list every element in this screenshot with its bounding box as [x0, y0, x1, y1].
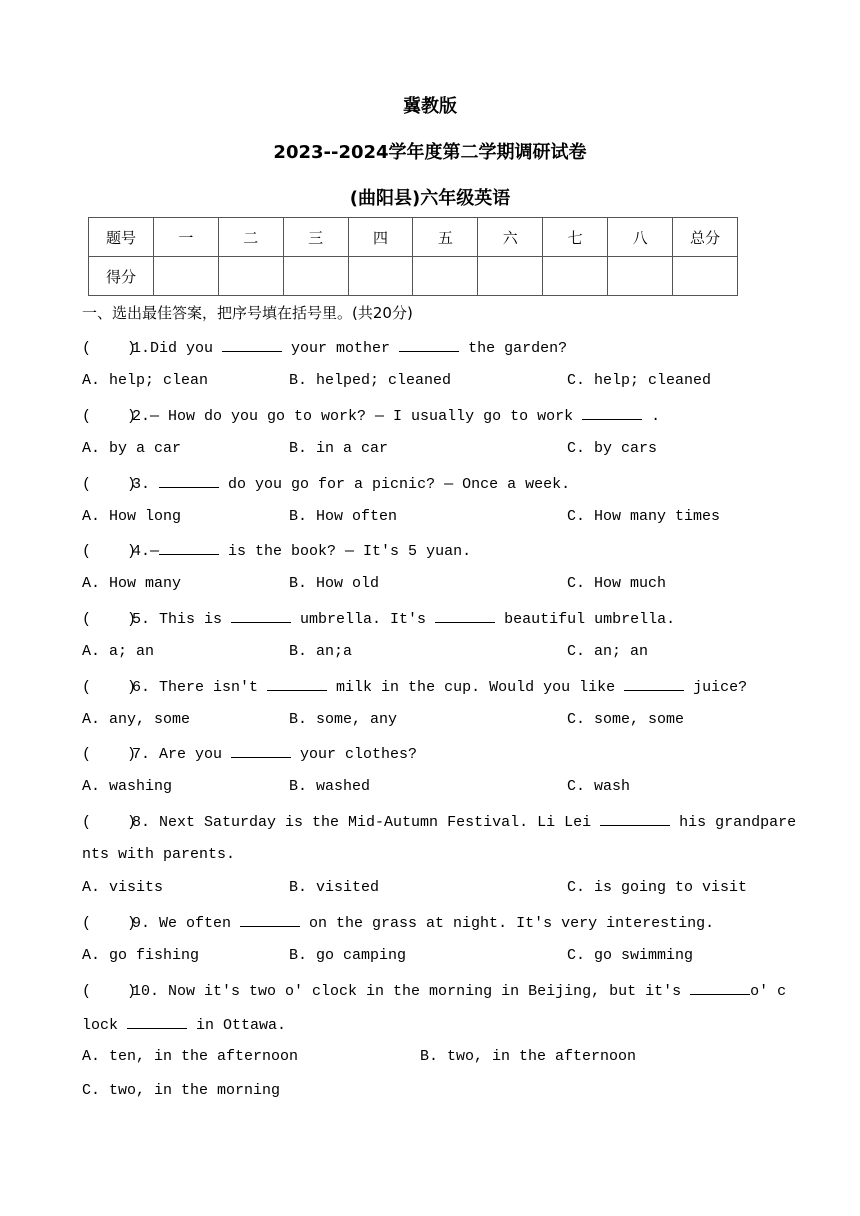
question-9: ( )9. We often on the grass at night. It's very interesting. [82, 912, 714, 934]
option-b: B. in a car [289, 440, 389, 457]
answer-paren: ( ) [82, 746, 137, 763]
option-c: C. go swimming [567, 947, 694, 964]
option-a: A. How long [82, 508, 182, 525]
score-cell [543, 257, 608, 296]
option-a: A. any, some [82, 711, 191, 728]
answer-blank [600, 811, 670, 826]
question-number: 4. [132, 543, 151, 560]
score-header-cell: 六 [478, 218, 543, 257]
answer-blank [267, 676, 327, 691]
question-10-continuation: lock in Ottawa. [82, 1014, 286, 1036]
answer-paren: ( ) [82, 476, 137, 493]
option-a: A. help; clean [82, 372, 209, 389]
question-number: 10. [132, 983, 160, 1000]
question-number: 3. [132, 476, 151, 493]
answer-paren: ( ) [82, 611, 137, 628]
score-header-cell: 八 [608, 218, 673, 257]
option-c: C. by cars [567, 440, 658, 457]
answer-paren: ( ) [82, 679, 137, 696]
header-publisher: 冀教版 [403, 96, 457, 117]
score-table-score-row [89, 257, 738, 296]
answer-paren: ( ) [82, 408, 137, 425]
answer-paren: ( ) [82, 983, 137, 1000]
answer-blank [222, 337, 282, 352]
question-10: ( )10. Now it's two o' clock in the morning in Beijing, but it's o' c [82, 980, 786, 1002]
score-cell [413, 257, 478, 296]
answer-blank [240, 912, 300, 927]
question-1: ( )1.Did you your mother the garden? [82, 337, 567, 359]
answer-blank [231, 743, 291, 758]
exam-title: 2023--2024学年度第二学期调研试卷 [273, 142, 587, 163]
score-header-cell: 题号 [89, 218, 154, 257]
question-6: ( )6. There isn't milk in the cup. Would you like juice? [82, 676, 747, 698]
option-a: A. a; an [82, 643, 155, 660]
question-number: 7. [132, 746, 151, 763]
score-cell [348, 257, 413, 296]
option-c: C. some, some [567, 711, 685, 728]
answer-blank [127, 1014, 187, 1029]
option-b: B. two, in the afternoon [420, 1048, 637, 1065]
score-cell [218, 257, 283, 296]
score-header-cell: 二 [218, 218, 283, 257]
question-number: 5. [132, 611, 151, 628]
score-cell [673, 257, 738, 296]
score-header-cell: 四 [348, 218, 413, 257]
option-c: C. How much [567, 575, 667, 592]
option-b: B. How often [289, 508, 398, 525]
question-7: ( )7. Are you your clothes? [82, 743, 417, 765]
answer-blank [624, 676, 684, 691]
option-b: B. washed [289, 778, 371, 795]
answer-blank [690, 980, 750, 995]
score-table [88, 217, 738, 296]
option-a: A. How many [82, 575, 182, 592]
question-number: 1. [132, 340, 151, 357]
score-table-header-row [89, 218, 738, 257]
question-number: 8. [132, 814, 151, 831]
score-header-cell: 七 [543, 218, 608, 257]
question-8-continuation: nts with parents. [82, 846, 236, 863]
question-4: ( )4.— is the book? — It's 5 yuan. [82, 540, 471, 562]
option-a: A. visits [82, 879, 164, 896]
option-c: C. is going to visit [567, 879, 748, 896]
score-header-cell: 三 [283, 218, 348, 257]
option-c: C. How many times [567, 508, 721, 525]
option-c: C. wash [567, 778, 631, 795]
section-1-title: 一、选出最佳答案，把序号填在括号里。(共20分) [82, 304, 413, 322]
question-3: ( )3. do you go for a picnic? — Once a week. [82, 473, 570, 495]
option-b: B. helped; cleaned [289, 372, 452, 389]
answer-paren: ( ) [82, 543, 137, 560]
option-a: A. by a car [82, 440, 182, 457]
question-number: 6. [132, 679, 151, 696]
option-b: B. visited [289, 879, 380, 896]
score-row-label: 得分 [89, 257, 154, 296]
option-c: C. two, in the morning [82, 1082, 281, 1099]
option-b: B. go camping [289, 947, 407, 964]
score-header-cell: 总分 [673, 218, 738, 257]
score-cell [608, 257, 673, 296]
option-b: B. an;a [289, 643, 353, 660]
option-a: A. ten, in the afternoon [82, 1048, 299, 1065]
option-b: B. some, any [289, 711, 398, 728]
answer-paren: ( ) [82, 340, 137, 357]
question-number: 2. [132, 408, 151, 425]
question-5: ( )5. This is umbrella. It's beautiful umbrella. [82, 608, 675, 630]
option-c: C. an; an [567, 643, 649, 660]
answer-paren: ( ) [82, 915, 137, 932]
option-b: B. How old [289, 575, 380, 592]
answer-blank [399, 337, 459, 352]
option-c: C. help; cleaned [567, 372, 712, 389]
answer-blank [159, 473, 219, 488]
question-8: ( )8. Next Saturday is the Mid-Autumn Festival. Li Lei his grandpare [82, 811, 796, 833]
score-header-cell: 一 [153, 218, 218, 257]
score-header-cell: 五 [413, 218, 478, 257]
score-cell [283, 257, 348, 296]
question-number: 9. [132, 915, 151, 932]
question-2: ( )2.— How do you go to work? — I usually go to work . [82, 405, 660, 427]
option-a: A. washing [82, 778, 173, 795]
score-cell [153, 257, 218, 296]
answer-blank [435, 608, 495, 623]
exam-subtitle: (曲阳县)六年级英语 [349, 188, 511, 209]
answer-blank [231, 608, 291, 623]
answer-blank [159, 540, 219, 555]
answer-paren: ( ) [82, 814, 137, 831]
answer-blank [582, 405, 642, 420]
score-cell [478, 257, 543, 296]
option-a: A. go fishing [82, 947, 200, 964]
